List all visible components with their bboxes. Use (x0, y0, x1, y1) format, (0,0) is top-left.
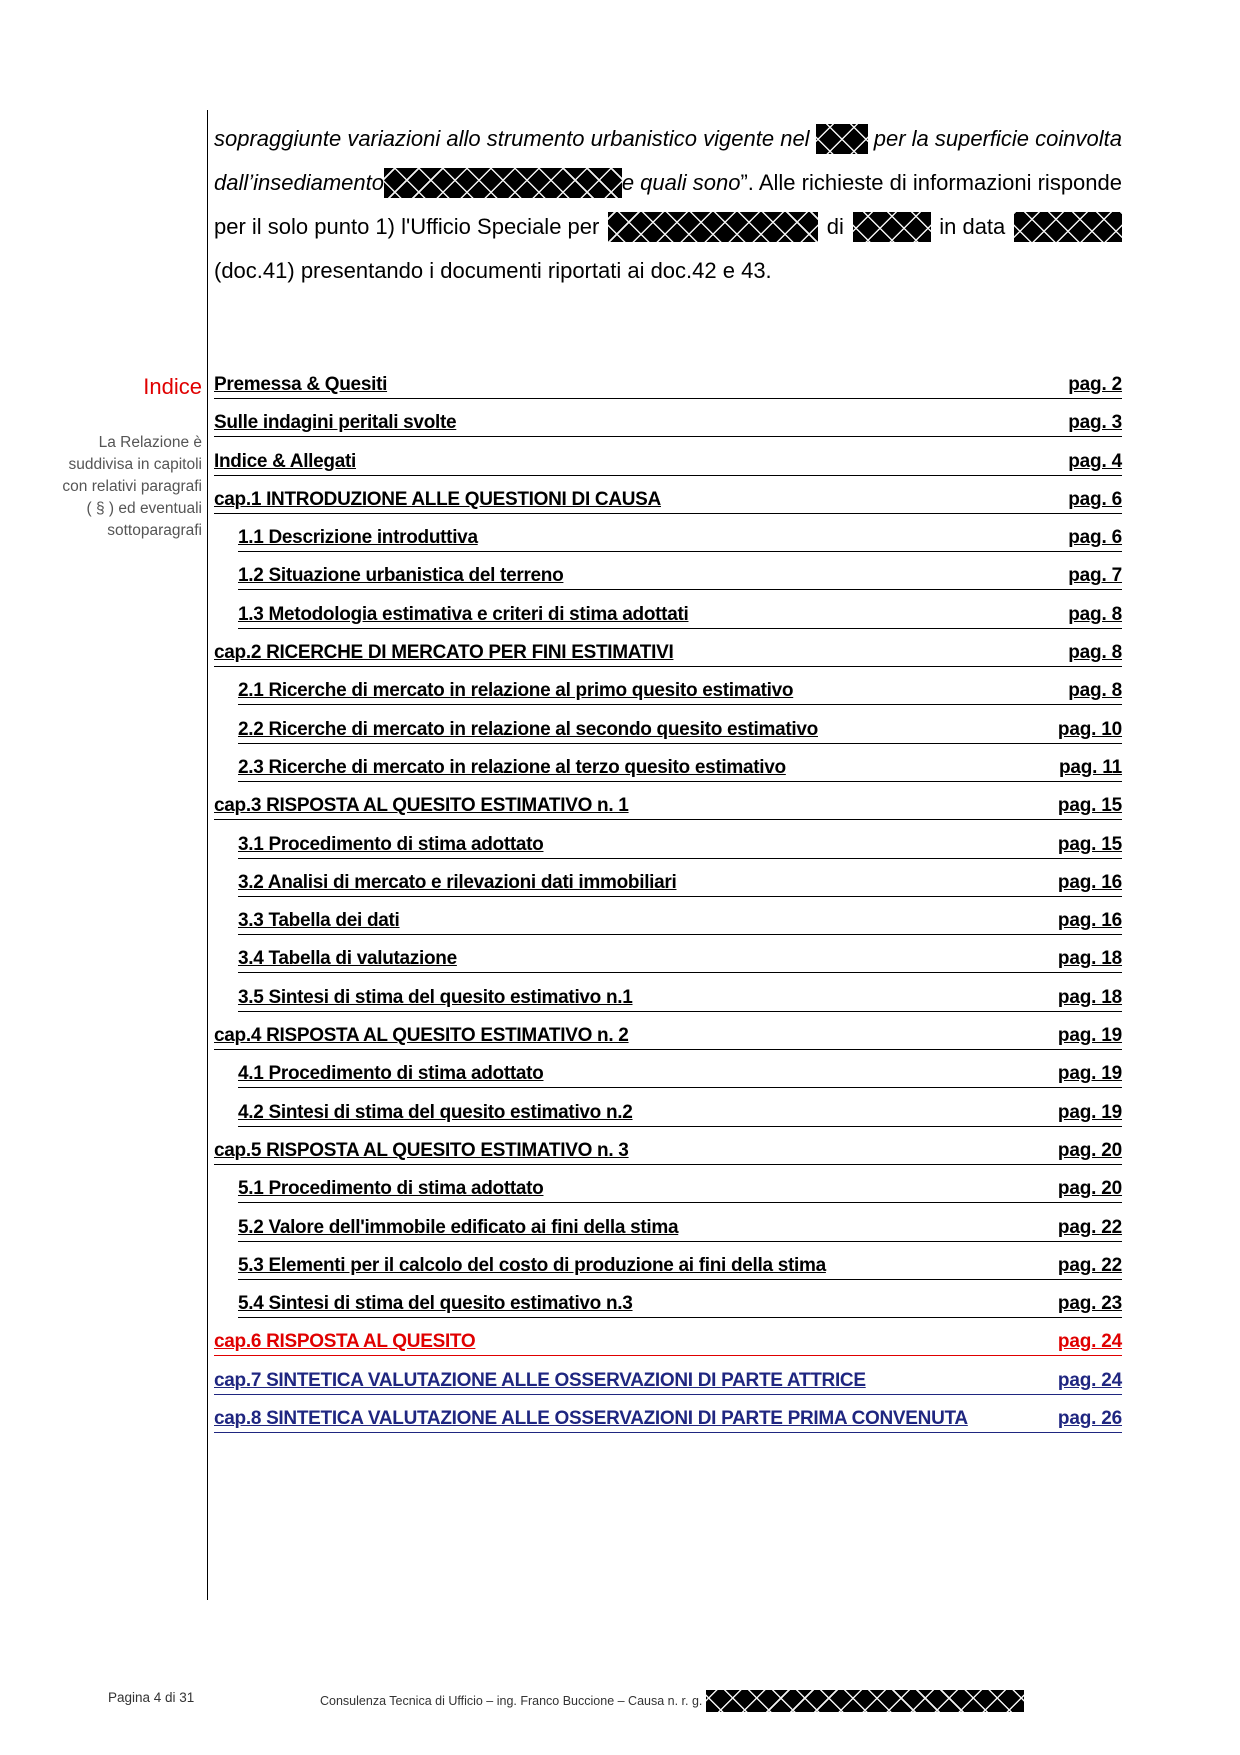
toc-entry-title: 5.1 Procedimento di stima adottato (238, 1178, 544, 1200)
text-span: dall’insediamento (214, 170, 384, 195)
toc-entry-page: pag. 3 (1068, 412, 1122, 434)
toc-entry-page: pag. 16 (1057, 871, 1122, 893)
toc-entry[interactable] (214, 489, 1122, 527)
toc-entry[interactable] (214, 948, 1122, 986)
toc-entry-page: pag. 11 (1058, 756, 1122, 778)
toc-entry-title: 3.2 Analisi di mercato e rilevazioni dati immobiliari (238, 871, 677, 893)
toc-entry-page: pag. 22 (1057, 1254, 1122, 1276)
toc-entry-page: pag. 19 (1057, 1101, 1122, 1123)
toc-entry-title: cap.5 RISPOSTA AL QUESITO ESTIMATIVO n. 3 (214, 1139, 629, 1161)
toc-entry[interactable] (214, 757, 1122, 795)
toc-entry-title: 3.1 Procedimento di stima adottato (238, 833, 544, 855)
toc-entry-title: 3.5 Sintesi di stima del quesito estimativo n.1 (238, 986, 633, 1008)
table-of-contents (214, 374, 1122, 1446)
toc-entry[interactable] (214, 680, 1122, 718)
toc-entry[interactable] (214, 1255, 1122, 1293)
paragraph-line-1 (214, 117, 1122, 161)
toc-entry[interactable] (214, 1025, 1122, 1063)
toc-entry-title: 1.1 Descrizione introduttiva (238, 527, 478, 549)
toc-entry-page: pag. 24 (1057, 1369, 1122, 1391)
sidebar-note: La Relazione è suddivisa in capitoli con relativi paragrafi ( § ) ed eventuali sottoparagrafi (62, 434, 202, 539)
toc-entry[interactable] (214, 1217, 1122, 1255)
toc-entry-page: pag. 6 (1068, 488, 1122, 510)
redaction-block (608, 212, 818, 242)
toc-entry[interactable] (214, 1063, 1122, 1101)
text-span: e quali sono (621, 170, 741, 195)
toc-entry[interactable] (214, 910, 1122, 948)
toc-entry-page: pag. 8 (1068, 642, 1122, 664)
toc-entry[interactable] (214, 565, 1122, 603)
toc-entry-title: 5.4 Sintesi di stima del quesito estimativo n.3 (238, 1293, 633, 1315)
toc-entry[interactable] (214, 1140, 1122, 1178)
toc-entry-page: pag. 15 (1057, 795, 1122, 817)
toc-entry[interactable] (214, 642, 1122, 680)
footer-text (320, 1690, 1024, 1712)
toc-entry-page: pag. 20 (1057, 1178, 1122, 1200)
toc-entry[interactable] (214, 451, 1122, 489)
text-span: ”. Alle richieste di informazioni risponde (740, 170, 1122, 195)
text-span: sopraggiunte variazioni allo strumento urbanistico vigente nel (214, 126, 810, 151)
body-paragraph (214, 117, 1122, 293)
toc-entry-title: 2.2 Ricerche di mercato in relazione al secondo quesito estimativo (238, 718, 818, 740)
toc-entry-title: 2.3 Ricerche di mercato in relazione al terzo quesito estimativo (238, 756, 786, 778)
toc-entry[interactable] (214, 872, 1122, 910)
toc-entry-page: pag. 7 (1068, 565, 1122, 587)
toc-entry-title: 4.2 Sintesi di stima del quesito estimativo n.2 (238, 1101, 633, 1123)
text-span: per il solo punto 1) l'Ufficio Speciale per (214, 214, 600, 239)
text-span: (doc.41) presentando i documenti riportati ai doc.42 e 43. (214, 258, 772, 283)
toc-entry-page: pag. 10 (1057, 718, 1122, 740)
toc-entry[interactable] (214, 412, 1122, 450)
redaction-block (1014, 212, 1122, 242)
footer-page-number: Pagina 4 di 31 (108, 1690, 195, 1705)
toc-entry-title: 1.3 Metodologia estimativa e criteri di stima adottati (238, 603, 689, 625)
toc-entry-title: 5.2 Valore dell'immobile edificato ai fini della stima (238, 1216, 679, 1238)
toc-entry-title: cap.1 INTRODUZIONE ALLE QUESTIONI DI CAUSA (214, 488, 661, 510)
toc-entry[interactable] (214, 1178, 1122, 1216)
toc-entry-page: pag. 24 (1057, 1331, 1122, 1353)
text-span: in data (939, 214, 1006, 239)
toc-entry-title: cap.6 RISPOSTA AL QUESITO (214, 1331, 476, 1353)
toc-entry-page: pag. 15 (1057, 833, 1122, 855)
sidebar-title: Indice (143, 374, 202, 399)
toc-entry-page: pag. 18 (1057, 986, 1122, 1008)
redaction-block (706, 1690, 1024, 1712)
toc-entry-title: 5.3 Elementi per il calcolo del costo di produzione ai fini della stima (238, 1254, 826, 1276)
margin-rule (207, 110, 208, 1600)
paragraph-line-3 (214, 205, 1122, 249)
toc-entry-title: 3.4 Tabella di valutazione (238, 948, 457, 970)
toc-entry-title: cap.2 RICERCHE DI MERCATO PER FINI ESTIMATIVI (214, 642, 674, 664)
toc-entry-title: 3.3 Tabella dei dati (238, 910, 400, 932)
text-span: per la superficie coinvolta (873, 126, 1122, 151)
toc-entry[interactable] (214, 987, 1122, 1025)
toc-entry-page: pag. 8 (1068, 680, 1122, 702)
toc-entry-page: pag. 16 (1057, 910, 1122, 932)
paragraph-line-4 (214, 249, 1122, 293)
toc-entry[interactable] (214, 1102, 1122, 1140)
redaction-block (384, 168, 622, 198)
toc-entry-title: cap.3 RISPOSTA AL QUESITO ESTIMATIVO n. 1 (214, 795, 629, 817)
toc-entry-page: pag. 6 (1068, 527, 1122, 549)
toc-entry-title: cap.8 SINTETICA VALUTAZIONE ALLE OSSERVAZIONI DI PARTE PRIMA CONVENUTA (214, 1408, 968, 1430)
toc-entry[interactable] (214, 719, 1122, 757)
toc-entry-page: pag. 22 (1057, 1216, 1122, 1238)
toc-entry[interactable] (214, 795, 1122, 833)
toc-entry-title: 2.1 Ricerche di mercato in relazione al primo quesito estimativo (238, 680, 794, 702)
toc-entry[interactable] (214, 1293, 1122, 1331)
toc-entry-title: Indice & Allegati (214, 450, 357, 472)
redaction-block (853, 212, 931, 242)
toc-entry[interactable] (214, 1408, 1122, 1446)
paragraph-line-2 (214, 161, 1122, 205)
toc-entry-page: pag. 20 (1057, 1139, 1122, 1161)
toc-entry-page: pag. 19 (1057, 1025, 1122, 1047)
toc-entry-page: pag. 4 (1068, 450, 1122, 472)
toc-entry-page: pag. 2 (1068, 374, 1122, 395)
toc-entry-page: pag. 26 (1057, 1408, 1122, 1430)
toc-entry-title: 4.1 Procedimento di stima adottato (238, 1063, 544, 1085)
toc-entry-page: pag. 19 (1057, 1063, 1122, 1085)
toc-entry-page: pag. 23 (1057, 1293, 1122, 1315)
footer-caption: Consulenza Tecnica di Ufficio – ing. Franco Buccione – Causa n. r. g. (320, 1694, 703, 1708)
toc-entry[interactable] (214, 1331, 1122, 1369)
toc-entry-page: pag. 18 (1057, 948, 1122, 970)
toc-entry[interactable] (214, 1370, 1122, 1408)
toc-entry-title: cap.4 RISPOSTA AL QUESITO ESTIMATIVO n. 2 (214, 1025, 629, 1047)
redaction-block (816, 124, 868, 154)
text-span: di (826, 214, 844, 239)
toc-entry-page: pag. 8 (1068, 603, 1122, 625)
toc-entry[interactable] (214, 527, 1122, 565)
toc-entry[interactable] (214, 604, 1122, 642)
toc-entry-title: 1.2 Situazione urbanistica del terreno (238, 565, 564, 587)
toc-entry-title: Sulle indagini peritali svolte (214, 412, 457, 434)
toc-entry-title: Premessa & Quesiti (214, 374, 388, 395)
toc-entry-title: cap.7 SINTETICA VALUTAZIONE ALLE OSSERVAZIONI DI PARTE ATTRICE (214, 1369, 866, 1391)
toc-entry[interactable] (214, 834, 1122, 872)
toc-entry[interactable] (214, 374, 1122, 412)
